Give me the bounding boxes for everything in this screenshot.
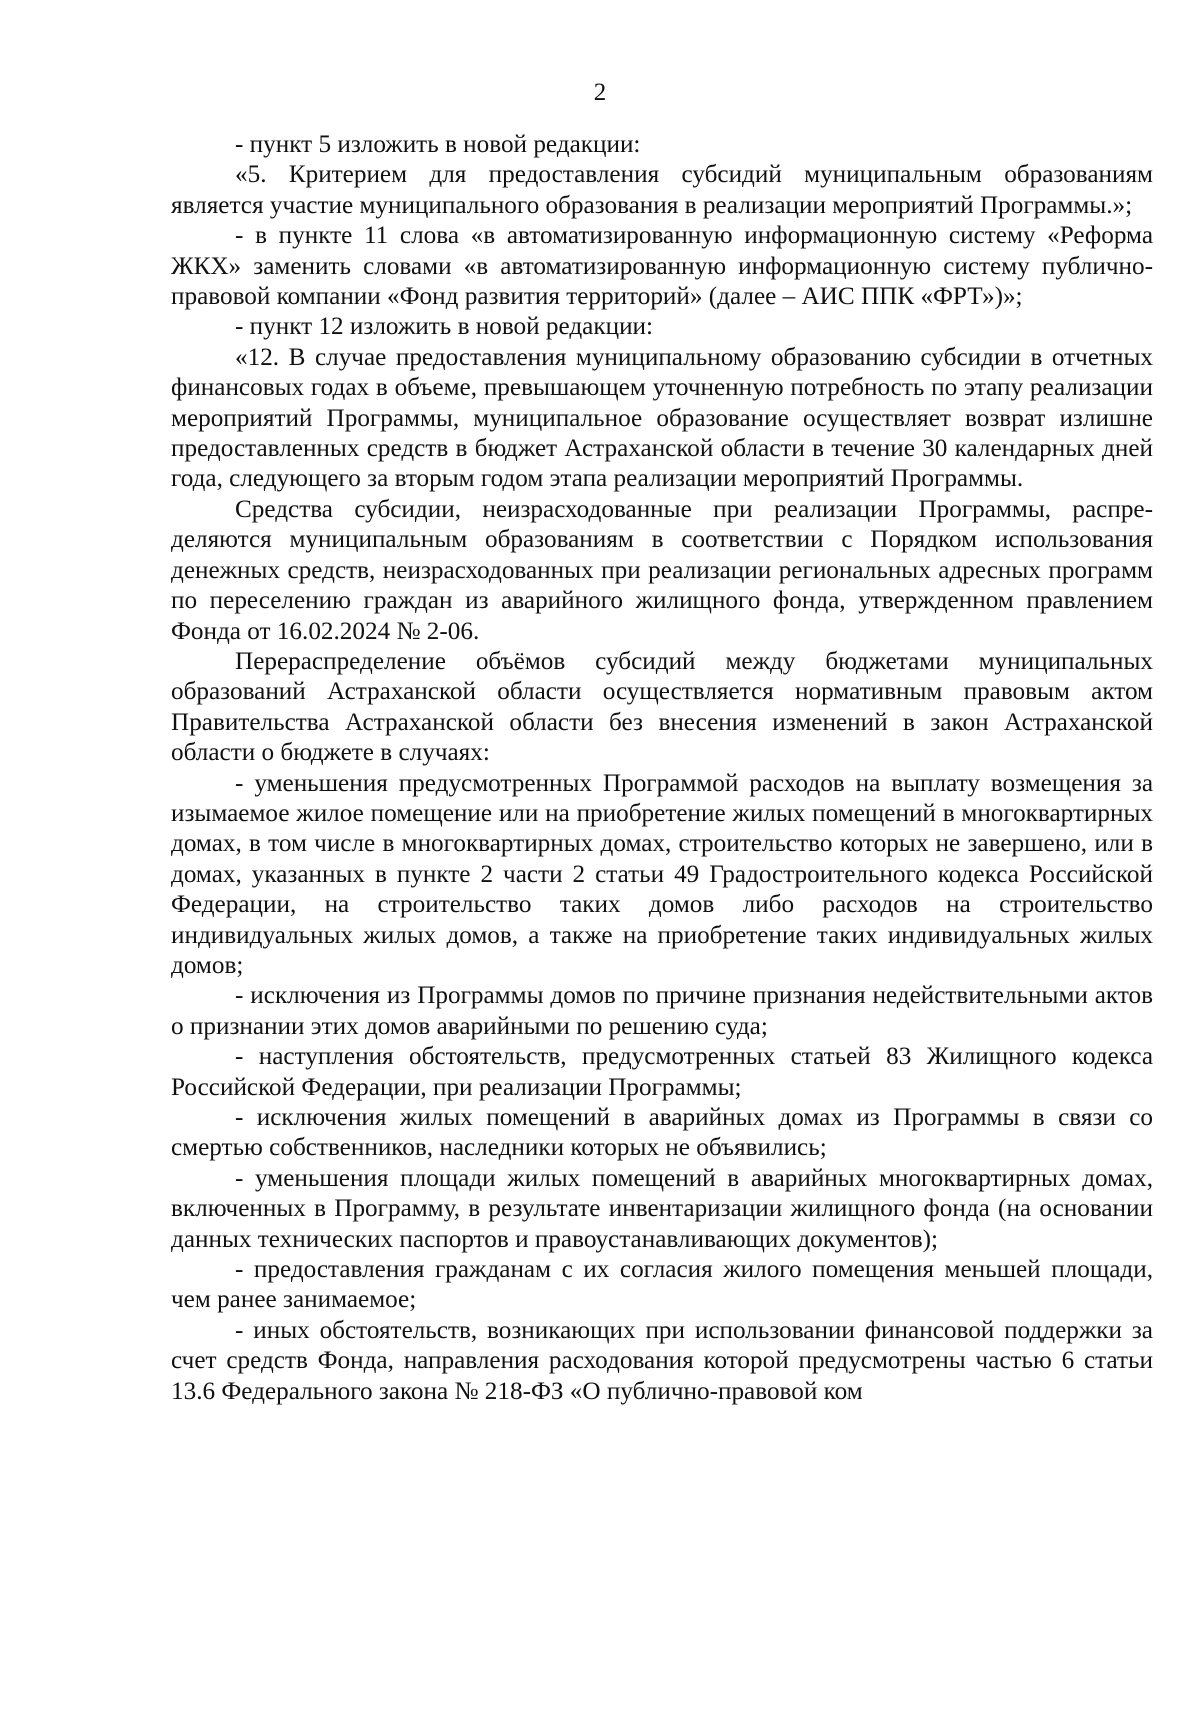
paragraph: - исключения из Программы домов по причине признания недействительными актов о признании этих домов аварийными по решению суда; <box>171 982 1153 1040</box>
paragraph: Перераспределение объёмов субсидий между бюджетами муниципальных образований Астраханской области осуществляется нормативным правовым актом Правительства Астраханской области без внесения изменений в закон Астраханской области о бюджете в случаях: <box>171 647 1153 767</box>
paragraph: - исключения жилых помещений в аварийных домах из Программы в связи со смертью собственников, наследники которых не объявились; <box>171 1104 1153 1162</box>
paragraph: - пункт 5 изложить в новой редакции: <box>235 131 641 158</box>
document-body <box>171 130 1153 1407</box>
paragraph: - уменьшения предусмотренных Программой расходов на выплату возмещения за изымаемое жилое помещение или на приобретение жилых помещений в многоквартирных домах, в том числе в многоквартирных домах, строительство которых не завершено, или в домах, указанных в пункте 2 части 2 статьи 49 Градостроительного кодекса Российской Федерации, на строительство таких домов либо расходов на строительство индивидуальных жилых домов, а также на приобретение таких индивидуальных жилых домов; <box>171 769 1153 979</box>
paragraph: Средства субсидии, неизрасходованные при реализации Программы, распределяются муниципальным образованиям в соответствии с Порядком использования денежных средств, неизрасходованных при реализации региональных адресных программ по переселению граждан из аварийного жилищного фонда, утвержденном правлением Фонда от 16.02.2024 № 2-06. <box>171 495 1153 645</box>
paragraph: - в пункте 11 слова «в автоматизированную информационную систему «Реформа ЖКХ» заменить словами «в автоматизированную информационную систему публично-правовой компании «Фонд развития территорий» (далее – АИС ППК «ФРТ»)»; <box>171 222 1153 311</box>
paragraph: - уменьшения площади жилых помещений в аварийных многоквартирных домах, включенных в Программу, в результате инвентаризации жилищного фонда (на основании данных технических паспортов и правоустанавливающих документов); <box>171 1164 1153 1253</box>
paragraph: - иных обстоятельств, возникающих при использовании финансовой поддержки за счет средств Фонда, направления расходования которой предусмотрены частью 6 статьи 13.6 Федерального закона № 218-ФЗ «О публично-правовой ком <box>171 1316 1153 1405</box>
paragraph: - пункт 12 изложить в новой редакции: <box>235 313 654 341</box>
paragraph: - предоставления гражданам с их согласия жилого помещения меньшей площади, чем ранее занимаемое; <box>171 1256 1153 1314</box>
paragraph: - наступления обстоятельств, предусмотренных статьей 83 Жилищного кодекса Российской Федерации, при реализации Программы; <box>171 1043 1153 1101</box>
paragraph: «5. Критерием для предоставления субсидий муниципальным образованиям является участие муниципального образования в реализации мероприятий Программы.»; <box>171 161 1153 219</box>
paragraph: «12. В случае предоставления муниципальному образованию субсидии в отчетных финансовых годах в объеме, превышающем уточненную потребность по этапу реализации мероприятий Программы, муниципальное образование осуществляет возврат излишне предоставленных средств в бюджет Астраханской области в течение 30 календарных дней года, следующего за вторым годом этапа реализации мероприятий Программы. <box>171 343 1153 493</box>
page-number: 2 <box>593 79 607 106</box>
